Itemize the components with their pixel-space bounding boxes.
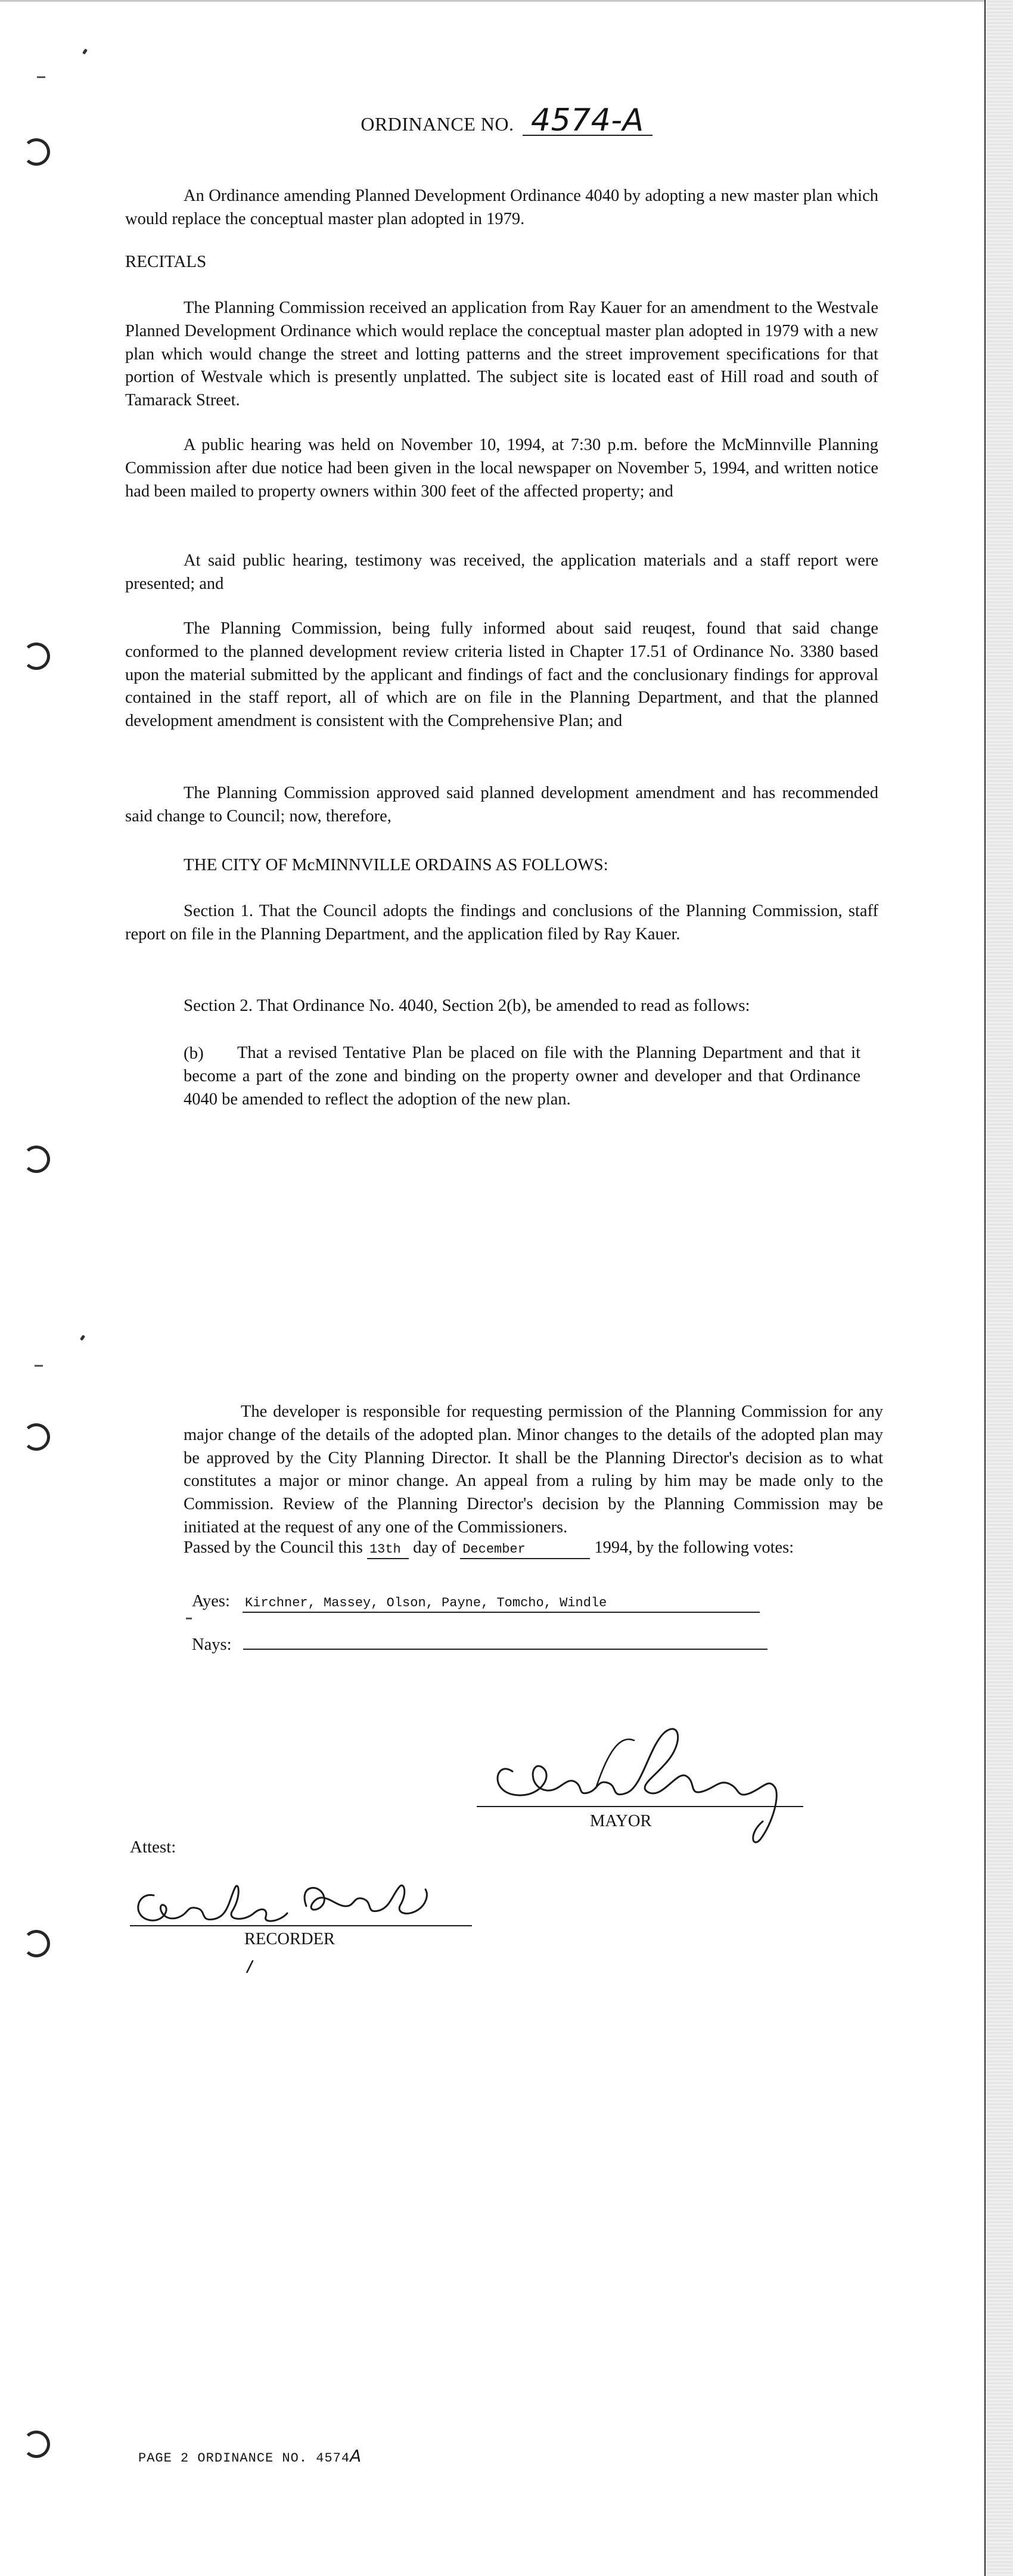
recorder-label: RECORDER: [244, 1930, 335, 1948]
recorder-signature-icon: [128, 1872, 485, 1973]
scan-mark: [37, 76, 45, 78]
recital-paragraph: The Planning Commission approved said planned development amendment and has recommended said change to Council; now, therefore,: [125, 784, 878, 825]
punch-hole: [23, 1146, 50, 1173]
ayes-label: Ayes:: [192, 1592, 230, 1610]
punch-hole: [23, 1423, 50, 1451]
mayor-signature-icon: [471, 1717, 804, 1860]
section-2b-text: That a revised Tentative Plan be placed on file with the Planning Department and that it become a part of the zone and binding on the property owner and developer and that Ordinance 4040 be amended to reflect the adoption of the new plan.: [184, 1044, 860, 1109]
passed-line: [184, 1537, 794, 1559]
punch-hole: [23, 2431, 50, 2458]
passed-month: December: [460, 1541, 590, 1559]
scan-right-edge: [984, 0, 1013, 2576]
ordinance-title-prefix: ORDINANCE NO.: [361, 113, 514, 135]
scan-mark: [186, 1618, 192, 1619]
passed-day-of: day of: [413, 1538, 456, 1557]
ordains-heading: THE CITY OF McMINNVILLE ORDAINS AS FOLLOWS:: [184, 855, 608, 874]
section-2: Section 2. That Ordinance No. 4040, Section 2(b), be amended to read as follows:: [184, 996, 750, 1015]
footer-text: PAGE 2 ORDINANCE NO. 4574: [138, 2451, 350, 2466]
passed-day: 13th: [367, 1541, 409, 1559]
recital-paragraph: The Planning Commission, being fully informed about said reuqest, found that said change conformed to the planned development review criteria listed in Chapter 17.51 of Ordinance No. 3380 based upon the material submitted by the applicant and findings of fact and the conclusionary findings for approval contained in the staff report, all of which are on file in the Planning Department, and that the planned development amendment is consistent with the Comprehensive Plan; and: [125, 619, 878, 731]
ayes-names: Kirchner, Massey, Olson, Payne, Tomcho, Windle: [243, 1595, 760, 1613]
recital-paragraph: At said public hearing, testimony was received, the application materials and a staff report were presented; and: [125, 551, 878, 593]
recital-paragraph: The Planning Commission received an application from Ray Kauer for an amendment to the Westvale Planned Development Ordinance which would replace the conceptual master plan adopted in 1979 with a new plan which would change the street and lotting patterns and the street improvement specifications for that portion of Westvale which is presently unplatted. The subject site is located east of Hill road and south of Tamarack Street.: [125, 299, 878, 410]
passed-year-suffix: 1994, by the following votes:: [594, 1538, 794, 1557]
punch-hole: [23, 138, 50, 166]
nays-line: [192, 1633, 767, 1656]
scan-mark: [35, 1365, 43, 1367]
scan-top-edge: [0, 0, 1013, 2]
ayes-line: [192, 1590, 760, 1613]
footer-handwritten-suffix: A: [350, 2446, 362, 2466]
page-footer: [138, 2446, 362, 2466]
punch-hole: [23, 1930, 50, 1957]
ordinance-number-handwritten: 4574-A: [523, 106, 652, 136]
ordinance-title: [0, 103, 1013, 138]
recitals-heading: RECITALS: [125, 252, 207, 271]
intro-paragraph: An Ordinance amending Planned Development Ordinance 4040 by adopting a new master plan which would replace the conceptual master plan adopted in 1979.: [125, 187, 878, 228]
section-2b-label: (b): [184, 1044, 204, 1063]
recital-paragraph: A public hearing was held on November 10, 1994, at 7:30 p.m. before the McMinnville Planning Commission after due notice had been given in the local newspaper on November 5, 1994, and written notice had been mailed to property owners within 300 feet of the affected property; and: [125, 436, 878, 501]
nays-names: [243, 1633, 767, 1650]
nays-label: Nays:: [192, 1635, 232, 1654]
developer-paragraph: The developer is responsible for requesting permission of the Planning Commission for any major change of the details of the adopted plan. Minor changes to the details of the adopted plan may be approved by the City Planning Director. It shall be the Planning Director's decision as to what constitutes a major or minor change. An appeal from a ruling by him may be made only to the Commission. Review of the Planning Director's decision by the Planning Commission may be initiated at the request of any one of the Commissioners.: [184, 1402, 883, 1537]
scan-speck: [82, 48, 88, 54]
mayor-signature-line: [477, 1806, 803, 1807]
scan-speck: [80, 1334, 85, 1340]
section-1: Section 1. That the Council adopts the findings and conclusions of the Planning Commission, staff report on file in the Planning Department, and the application filed by Ray Kauer.: [125, 902, 878, 944]
attest-label: Attest:: [130, 1838, 176, 1857]
passed-prefix: Passed by the Council this: [184, 1538, 363, 1557]
recorder-signature-block: [128, 1872, 485, 1973]
mayor-label: MAYOR: [590, 1812, 652, 1830]
punch-hole: [23, 643, 50, 670]
recorder-signature-line: [130, 1925, 472, 1926]
mayor-signature-block: [471, 1717, 804, 1860]
